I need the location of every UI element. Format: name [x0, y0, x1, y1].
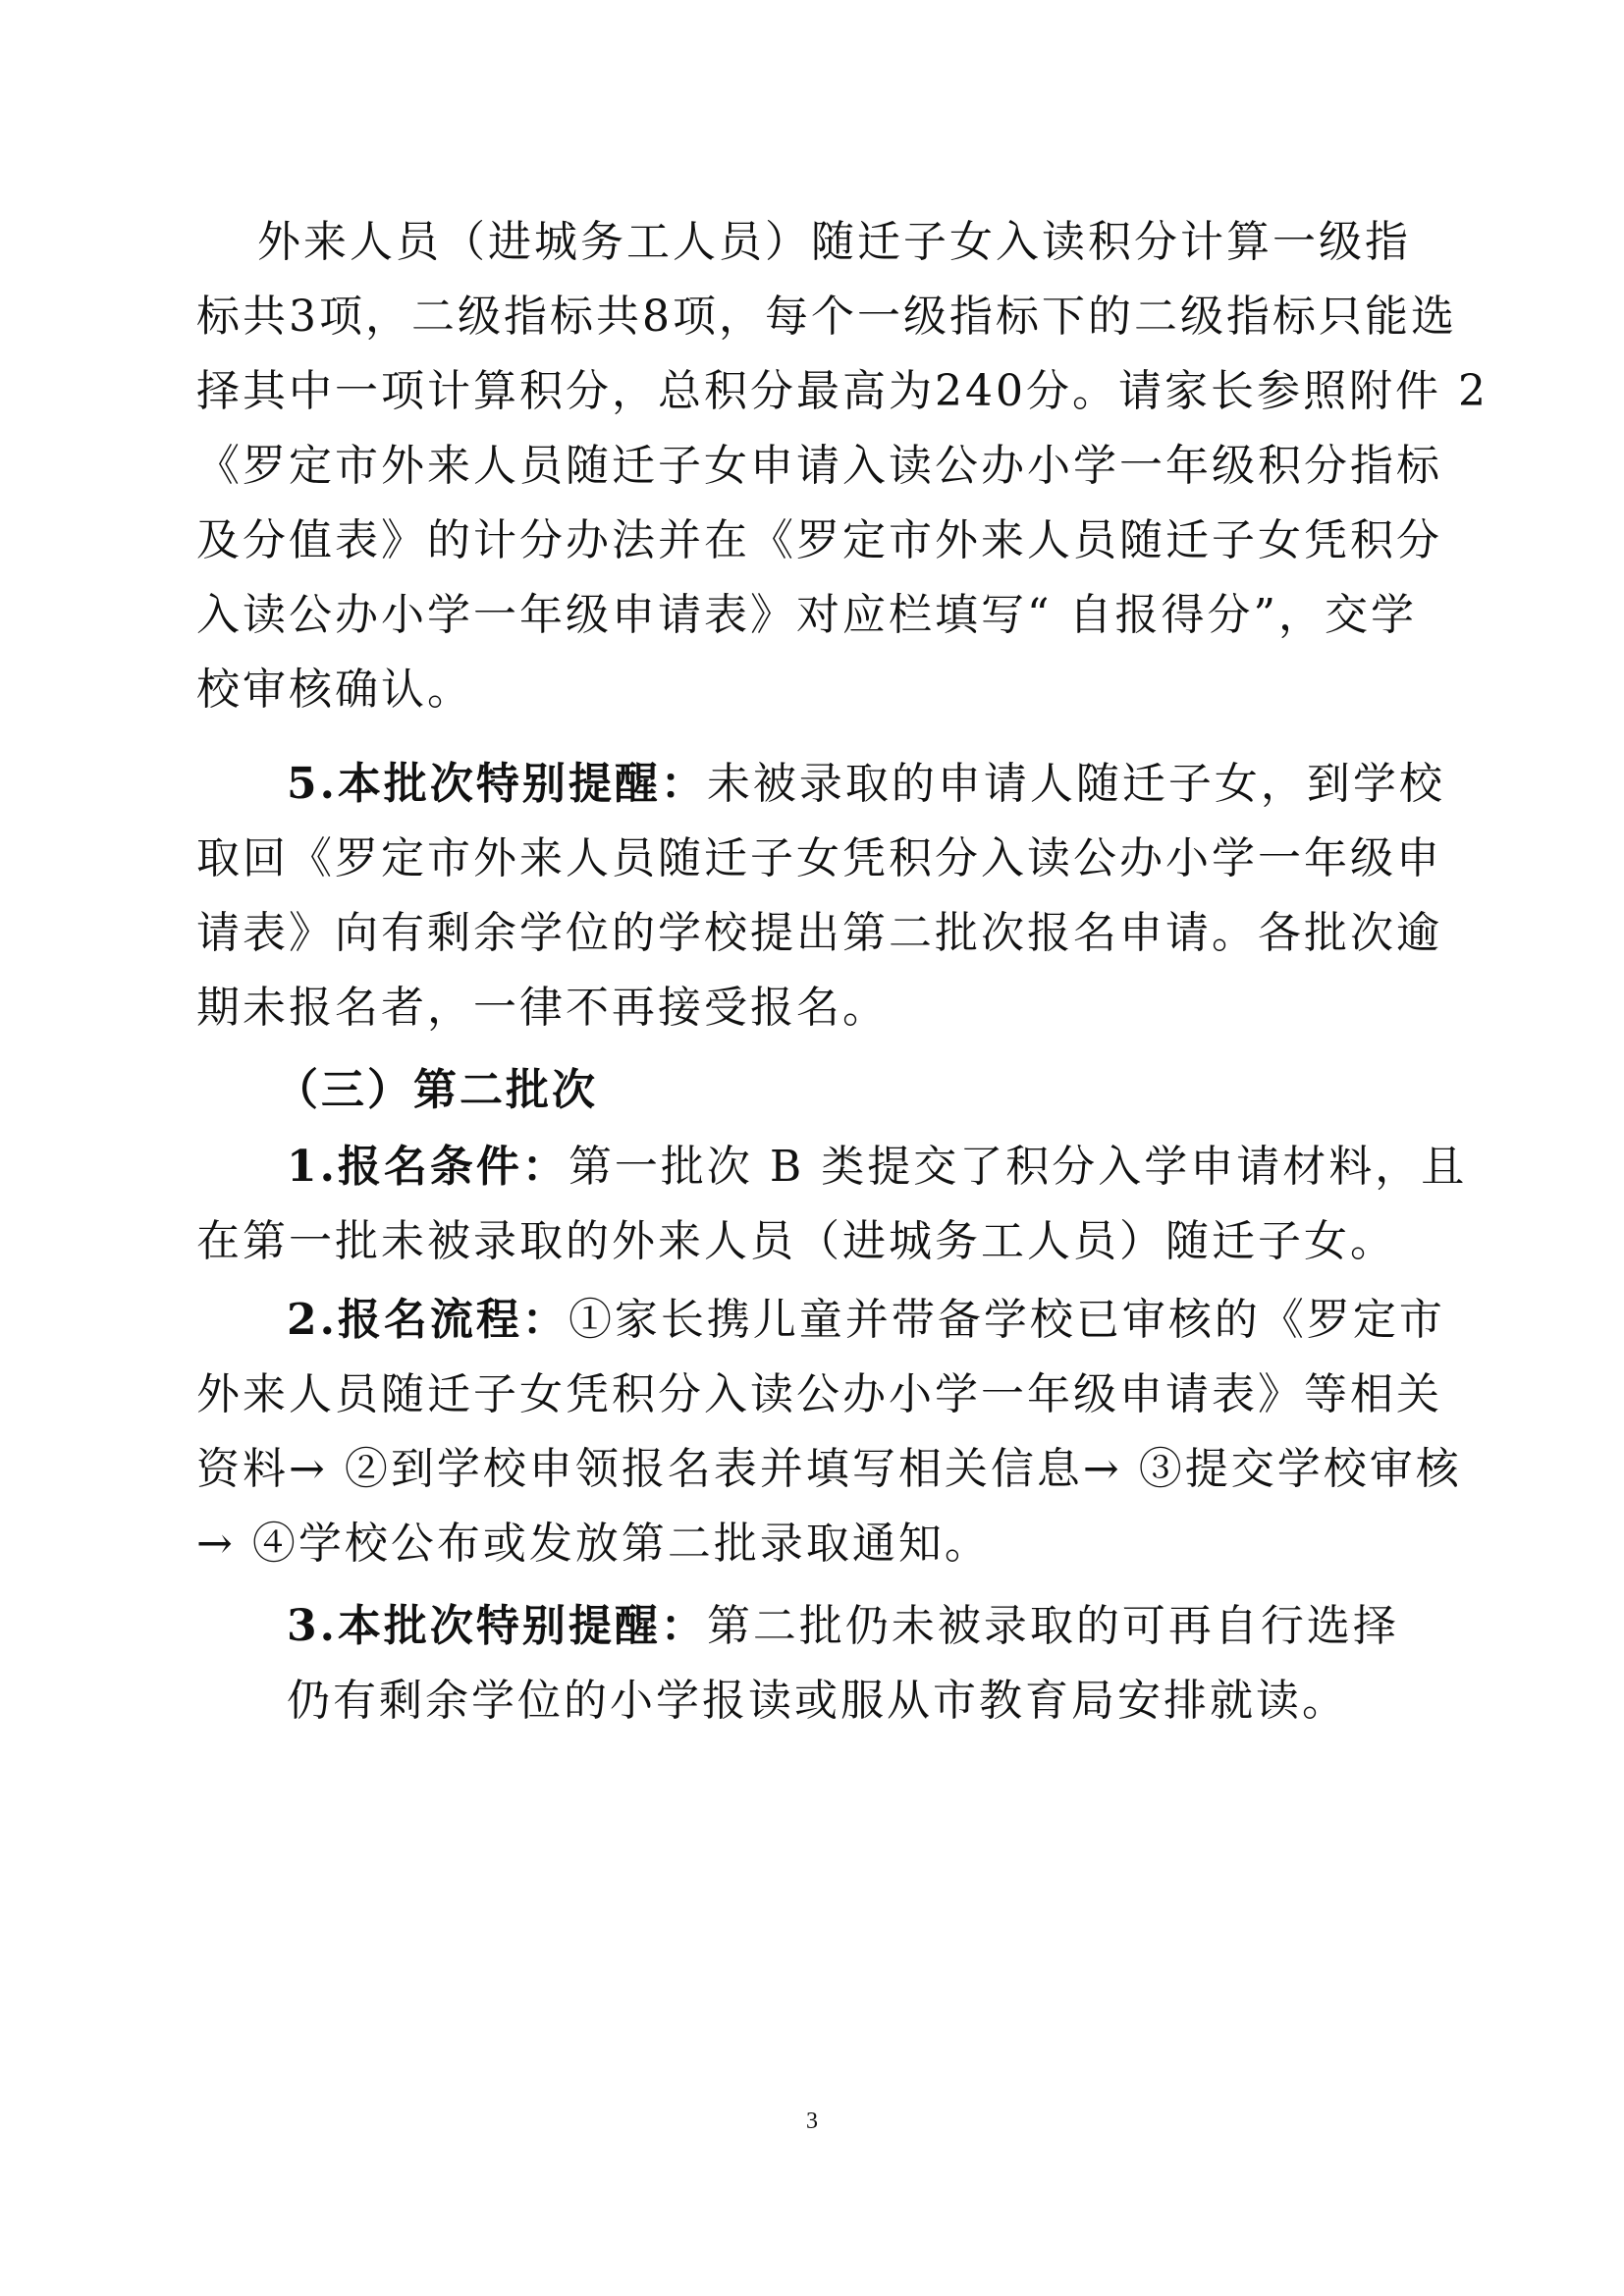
item-1-first-line — [287, 1129, 1543, 1205]
paragraph-line: 外来人员随迁子女凭积分入读公办小学一年级申请表》等相关 — [196, 1369, 1442, 1419]
item-1-text: 第一批次 B 类提交了积分入学申请材料，且 — [568, 1142, 1468, 1192]
paragraph-line: 择其中一项计算积分，总积分最高为240分。请家长参照附件 2 — [196, 366, 1489, 416]
paragraph-line: 入读公办小学一年级申请表》对应栏填写“ 自报得分”，交学 — [196, 590, 1417, 640]
section-heading: （三）第二批次 — [275, 1065, 598, 1115]
paragraph-line: 仍有剩余学位的小学报读或服从市教育局安排就读。 — [287, 1676, 1348, 1726]
paragraph-line: 及分值表》的计分办法并在《罗定市外来人员随迁子女凭积分 — [196, 515, 1442, 565]
page-number: 3 — [806, 2109, 818, 2134]
item-2-label: 2.报名流程： — [287, 1295, 568, 1345]
item-2-text: ①家长携儿童并带备学校已审核的《罗定市 — [568, 1295, 1445, 1345]
paragraph-line: 期未报名者，一律不再接受报名。 — [196, 983, 889, 1033]
paragraph-line: 校审核确认。 — [196, 665, 473, 715]
item-3-first-line — [287, 1588, 1543, 1665]
item-5-first-line — [287, 746, 1543, 823]
paragraph-line: 资料→ ②到学校申领报名表并填写相关信息→ ③提交学校审核 — [196, 1444, 1462, 1494]
item-5-label: 5.本批次特别提醒： — [287, 759, 707, 809]
paragraph-line: 标共3项，二级指标共8项，每个一级指标下的二级指标只能选 — [196, 292, 1457, 342]
item-3-text: 第二批仍未被录取的可再自行选择 — [706, 1601, 1399, 1651]
item-2-first-line — [287, 1282, 1543, 1359]
paragraph-line: 在第一批未被录取的外来人员（进城务工人员）随迁子女。 — [196, 1216, 1396, 1266]
paragraph-line: 请表》向有剩余学位的学校提出第二批次报名申请。各批次逾 — [196, 908, 1442, 958]
paragraph-line: 取回《罗定市外来人员随迁子女凭积分入读公办小学一年级申 — [196, 833, 1442, 883]
paragraph-line: 《罗定市外来人员随迁子女申请入读公办小学一年级积分指标 — [196, 441, 1442, 491]
item-1-label: 1.报名条件： — [287, 1142, 568, 1192]
item-3-label: 3.本批次特别提醒： — [287, 1601, 707, 1651]
paragraph-line: 外来人员（进城务工人员）随迁子女入读积分计算一级指 — [257, 217, 1411, 267]
paragraph-line: → ④学校公布或发放第二批录取通知。 — [196, 1519, 991, 1569]
item-5-text: 未被录取的申请人随迁子女，到学校 — [706, 759, 1445, 809]
